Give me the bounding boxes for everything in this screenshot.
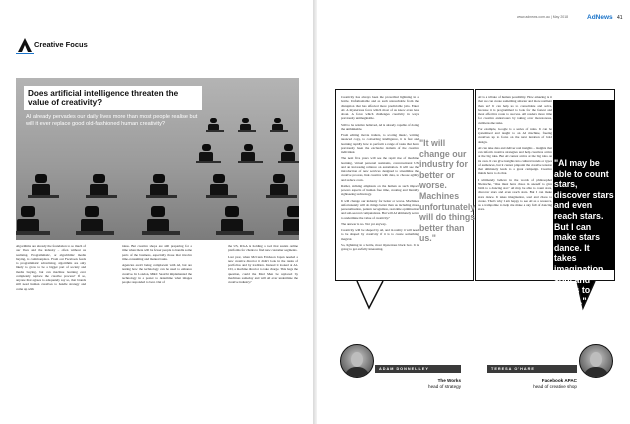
paragraph: Still to be relative believed, AI is already capable of doing the unthinkable. <box>341 122 419 131</box>
paragraph: Rather, striking emphasis on the human as such impact powers aspects of human free time, creating and literally sightseeing technology. <box>341 183 419 197</box>
section-label: Creative Focus <box>34 40 88 49</box>
paragraph: the US, R/GA is holding a tool that assists online platforms for clients to find new customer segments. <box>228 244 298 253</box>
paragraph: AI is a tribute of human possibility. How amazing is it that we can create something smarter and more resilient than us? It can help us to consolidate and solve, because it is programmed to look for the fastest and most effective route to success. All readers more time for creative endeavours by taking over monotonous, cumbersome tasks. <box>478 95 552 125</box>
paragraph: I ultimately believe in the words of philosopher Nietzsche, "One must have chaos in oneself to give birth to a dancing star." AI may be able to count stars, discover stars and even reach stars. But I can make stars dance. It takes imagination, soul and chaos to create. That's why I am happy to see AI as a resource, as a trampoline to help me make a sky full of dancing stars. <box>478 177 552 212</box>
robot-figure <box>146 174 179 209</box>
robot-figure <box>206 174 239 209</box>
page-number: 41 <box>617 15 623 21</box>
column-teresa <box>478 95 552 214</box>
paragraph: Agencies aren't being complacent with AI, but are testing how the technology can be used to enhance creative. In London, M&C Saatchi implemented the technology in a poster to determine what images people responded to best. Out of <box>122 263 192 284</box>
robot-figure <box>266 174 299 209</box>
brand-logo: AdNews <box>587 14 613 21</box>
robot-figure <box>196 144 222 171</box>
hero-image <box>16 78 299 240</box>
headline-box <box>24 86 202 110</box>
robot-figure <box>216 206 256 240</box>
author-company: Facebook APAC <box>541 378 577 383</box>
robot-figure <box>278 144 299 171</box>
paragraph: It will change our industry for better or worse. Machines unfortunately will do things better than us including mass personalisation, pattern recognition, real-time optimisation and sub-second computations. But will AI ultimately serve to undermine the value of creativity? <box>341 198 419 220</box>
pull-quote-left: "It will change our industry for better or worse. Machines unfortunately will do things better than us." <box>419 138 476 244</box>
robot-figure <box>16 206 52 240</box>
avatar-teresa <box>579 344 613 378</box>
paragraph: The answer is no. Not yet anyway. <box>341 221 387 226</box>
paragraph: Creativity has always been the proverbial lightning in a bottle. Unfathomable and as such untouchable from the disruption that has affected more predictable jobs. Enter AI. A mysterious force which most of us know even less about. A force which challenges creativity in ways previously unimaginable. <box>341 95 419 121</box>
robot-figure <box>28 174 61 209</box>
pull-quote-right: "AI may be able to count stars, discover stars and even reach stars. But I can make stars dance. It takes imagination, soul and chaos to create." <box>554 158 614 306</box>
header-text: www.adnews.com.au | May 2018 <box>517 15 569 19</box>
paragraph: Creativity will be shaped by AI, and in reality it will need to be shaped by creativity if it is to create something magical. <box>341 228 419 241</box>
author-name-bar: TERESA O'HARE <box>487 365 577 373</box>
robot-figure <box>278 206 299 240</box>
body-column-3 <box>228 244 298 286</box>
robot-figure <box>76 206 116 240</box>
section-logo-icon <box>16 36 34 54</box>
body-column-2 <box>122 244 192 286</box>
paragraph: AI can take data and deliver real insights – insights that can inform creative strategies and help creatives arrive at the big idea. But AI cannot arrive at the big idea on its own. It can give insights into cultural trends or types of audiences, but it cannot pinpoint the creative tension that ultimately leads to a great campaign. Creative minds have to do that. <box>478 145 552 176</box>
left-page <box>0 0 313 424</box>
robot-figure <box>86 174 119 209</box>
body-column-1 <box>16 244 86 293</box>
paragraph: ideas. But creative shops are still preparing for a time when there will be fewer people to handle some parts of the business, especially those that involve time-consuming and manual tasks. <box>122 244 192 261</box>
standfirst: AI already pervades our daily lives more than most people realise but will it ever replace good old-fashioned human creativity? <box>26 114 198 128</box>
robot-figure <box>238 118 257 138</box>
paragraph: Algorithms are already the foundation to so much of our lives and the industry – often without us realising. Programmatic, or algorithmic media buying, is commonplace. From our Facebook feeds to programmatic advertising, algorithms are only likely to grow to be a bigger part of society and media buying, but can machine learning ever completely replace the creative process? If so, anyone that agrees to adequately say so, that brands still need human creatives to handle strategy and come up with <box>16 244 86 291</box>
robot-figure <box>206 118 225 138</box>
paragraph: So, lightning in a bottle, most mysterious black box. It is going to get awfully interesting. <box>341 242 419 251</box>
paragraph: For example, Google is a series of rules. It can be systemised and taught to an AI machine, freeing creatives up to focus on the next iteration of bold design. <box>478 126 552 144</box>
paragraph: The next five years will see the rapid rise of machine learning, virtual personal assistants, conversational UX and an increasing reliance on automation. It will see the introduction of new services designed to streamline the creative process, link creative with data, to choose agility and reduce costs. <box>341 156 419 182</box>
headline: Does artificial intelligence threaten the value of creativity? <box>28 89 179 108</box>
robot-figure <box>270 118 289 138</box>
author-title: head of creative shop <box>533 383 577 389</box>
robot-figure <box>142 206 182 240</box>
robot-figure <box>238 144 264 171</box>
paragraph: Last year, when McCann Erickson Japan needed a new creative director it didn't look in the ranks of portfolios and by tradition. Instead it looked at AI-CD, a machine director to take charge. This begs the question, could the Mad Men be replaced by machines someday and will AI ever undermine the creative industry? <box>228 254 298 284</box>
paragraph: From editing movie trailers, to scoring music, writing nuanced copy, to converting intelligence, it is fast and learning rapidly how to perform a range of tasks that have previously been the exclusive domain of the creative individual. <box>341 133 419 154</box>
author-company: The Works <box>437 378 461 383</box>
author-title: head of strategy <box>428 383 461 389</box>
right-page <box>317 0 630 424</box>
author-name-bar: ADAM DONNELLEY <box>375 365 461 373</box>
avatar-adam <box>340 344 374 378</box>
author-role <box>387 378 461 389</box>
author-role <box>501 378 577 389</box>
column-adam <box>341 95 419 253</box>
